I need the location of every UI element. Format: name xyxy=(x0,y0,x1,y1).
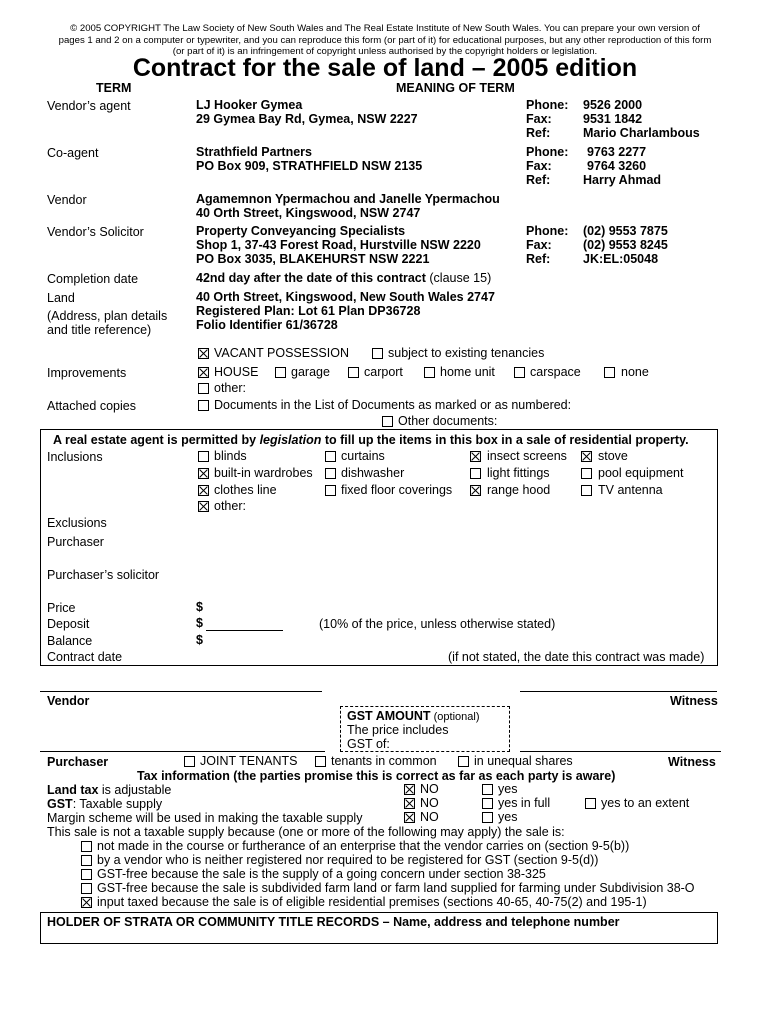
vendors-solicitor-fax: (02) 9553 8245 xyxy=(583,238,668,252)
range-hood-label: range hood xyxy=(487,483,551,497)
improvements-label: Improvements xyxy=(47,366,127,380)
carport-checkbox[interactable] xyxy=(348,367,359,378)
documents-list-label: Documents in the List of Documents as marked or as numbered: xyxy=(214,398,572,412)
gst-bold: GST xyxy=(47,797,73,811)
built-in-wardrobes-label: built-in wardrobes xyxy=(214,466,313,480)
vendors-agent-phone-label: Phone: xyxy=(526,98,569,112)
vendors-solicitor-phone-label: Phone: xyxy=(526,224,569,238)
vendor-signature-label: Vendor xyxy=(47,694,90,708)
reason-3-label: GST-free because the sale is the supply of a going concern under section 38-325 xyxy=(97,867,546,881)
vendors-agent-ref: Mario Charlambous xyxy=(583,126,700,140)
vendors-solicitor-address-2: PO Box 3035, BLAKEHURST NSW 2221 xyxy=(196,252,430,266)
gst-optional: (optional) xyxy=(430,711,480,723)
clothes-line-checkbox[interactable] xyxy=(198,485,209,496)
reason-5-checkbox[interactable] xyxy=(81,897,92,908)
light-fittings-label: light fittings xyxy=(487,466,550,480)
inclusions-other-label: other: xyxy=(214,499,246,513)
margin-yes-checkbox[interactable] xyxy=(482,812,493,823)
gst-no-label: NO xyxy=(420,796,439,810)
carspace-label: carspace xyxy=(530,365,581,379)
term-heading: TERM xyxy=(96,81,132,95)
vendors-solicitor-label: Vendor’s Solicitor xyxy=(47,225,144,239)
copyright-line-2: pages 1 and 2 on a computer or typewriter, and you can reproduce this form (or part of it) for educational purposes, but any other reproduction of this form xyxy=(58,34,712,46)
tenants-in-common-checkbox[interactable] xyxy=(315,756,326,767)
house-checkbox[interactable] xyxy=(198,367,209,378)
deposit-note: (10% of the price, unless otherwise stated) xyxy=(319,617,556,631)
land-tax-bold: Land tax xyxy=(47,783,99,797)
copyright-line-3: (or part of it) is an infringement of copyright unless authorised by the copyright holders or legislation. xyxy=(172,46,598,57)
dishwasher-label: dishwasher xyxy=(341,466,405,480)
joint-tenants-label: JOINT TENANTS xyxy=(200,754,298,768)
reason-5-label: input taxed because the sale is of eligible residential premises (sections 40-65, 40-75(2) and 195-1) xyxy=(97,895,647,909)
pool-equipment-label: pool equipment xyxy=(598,466,684,480)
margin-no-checkbox[interactable] xyxy=(404,812,415,823)
gst-of: GST of: xyxy=(347,737,390,751)
agent-box-heading-post: to fill up the items in this box in a sale of residential property. xyxy=(321,433,689,447)
strata-heading: HOLDER OF STRATA OR COMMUNITY TITLE RECORDS – Name, address and telephone number xyxy=(47,915,620,929)
page-title: Contract for the sale of land – 2005 edition xyxy=(132,54,638,82)
co-agent-phone: 9763 2277 xyxy=(587,145,647,159)
land-tax-rest: is adjustable xyxy=(98,783,172,797)
garage-checkbox[interactable] xyxy=(275,367,286,378)
land-sublabel-1: (Address, plan details xyxy=(47,309,168,323)
stove-label: stove xyxy=(598,449,628,463)
co-agent-phone-label: Phone: xyxy=(526,145,569,159)
vendors-agent-name: LJ Hooker Gymea xyxy=(196,98,303,112)
vendors-solicitor-ref-label: Ref: xyxy=(526,252,551,266)
co-agent-fax-label: Fax: xyxy=(526,159,552,173)
tv-antenna-label: TV antenna xyxy=(598,483,663,497)
deposit-underline xyxy=(206,630,283,631)
land-tax-line xyxy=(47,783,171,797)
reason-4-checkbox[interactable] xyxy=(81,883,92,894)
inclusions-other-checkbox[interactable] xyxy=(198,501,209,512)
reason-4-label: GST-free because the sale is subdivided farm land or farm land supplied for farming under Subdivision 38-O xyxy=(97,881,695,895)
curtains-checkbox[interactable] xyxy=(325,451,336,462)
completion-date-label: Completion date xyxy=(47,272,139,286)
reason-2-checkbox[interactable] xyxy=(81,855,92,866)
vendors-agent-fax: 9531 1842 xyxy=(583,112,643,126)
land-tax-no-label: NO xyxy=(420,782,439,796)
gst-yes-extent-checkbox[interactable] xyxy=(585,798,596,809)
exclusions-label: Exclusions xyxy=(47,516,107,530)
none-label: none xyxy=(621,365,649,379)
co-agent-name: Strathfield Partners xyxy=(196,145,313,159)
contract-date-label: Contract date xyxy=(47,650,123,664)
copyright-notice xyxy=(40,23,730,58)
gst-rest: : Taxable supply xyxy=(72,797,163,811)
existing-tenancies-label: subject to existing tenancies xyxy=(388,346,545,360)
price-label: Price xyxy=(47,601,76,615)
blinds-checkbox[interactable] xyxy=(198,451,209,462)
balance-label: Balance xyxy=(47,634,93,648)
copyright-line-1: © 2005 COPYRIGHT The Law Society of New South Wales and The Real Estate Institute of New South Wales. You can prepare your own version of xyxy=(70,23,700,34)
tv-antenna-checkbox[interactable] xyxy=(581,485,592,496)
vendor-witness-label: Witness xyxy=(670,694,718,708)
home-unit-label: home unit xyxy=(440,365,495,379)
co-agent-ref: Harry Ahmad xyxy=(583,173,662,187)
none-checkbox[interactable] xyxy=(604,367,615,378)
fixed-floor-coverings-label: fixed floor coverings xyxy=(341,483,453,497)
land-tax-no-checkbox[interactable] xyxy=(404,784,415,795)
vendors-agent-address: 29 Gymea Bay Rd, Gymea, NSW 2227 xyxy=(196,112,418,126)
purchasers-solicitor-label: Purchaser’s solicitor xyxy=(47,568,160,582)
other-documents-checkbox[interactable] xyxy=(382,416,393,427)
purchaser-label: Purchaser xyxy=(47,535,104,549)
tenants-in-common-label: tenants in common xyxy=(331,754,437,768)
deposit-label: Deposit xyxy=(47,617,90,631)
completion-date-text: 42nd day after the date of this contract xyxy=(196,271,426,285)
insect-screens-label: insect screens xyxy=(487,449,567,463)
reason-1-checkbox[interactable] xyxy=(81,841,92,852)
vendors-solicitor-fax-label: Fax: xyxy=(526,238,552,252)
improvements-other-label: other: xyxy=(214,381,246,395)
joint-tenants-checkbox[interactable] xyxy=(184,756,195,767)
built-in-wardrobes-checkbox[interactable] xyxy=(198,468,209,479)
margin-yes-label: yes xyxy=(498,810,518,824)
land-tax-yes-checkbox[interactable] xyxy=(482,784,493,795)
reason-3-checkbox[interactable] xyxy=(81,869,92,880)
reason-1-label: not made in the course or furtherance of an enterprise that the vendor carries on (section 9-5(b)) xyxy=(97,839,630,853)
land-sublabel-2: and title reference) xyxy=(47,323,152,337)
gst-amount-title xyxy=(347,709,479,723)
land-tax-yes-label: yes xyxy=(498,782,518,796)
vendors-solicitor-address-1: Shop 1, 37-43 Forest Road, Hurstville NSW 2220 xyxy=(196,238,481,252)
co-agent-address: PO Box 909, STRATHFIELD NSW 2135 xyxy=(196,159,423,173)
agent-box-heading-pre: A real estate agent is permitted by xyxy=(53,433,260,447)
deposit-dollar: $ xyxy=(196,616,203,630)
vendors-solicitor-ref: JK:EL:05048 xyxy=(583,252,659,266)
vendor-signature-line xyxy=(40,691,322,692)
purchaser-signature-label: Purchaser xyxy=(47,755,109,769)
inclusions-label: Inclusions xyxy=(47,450,103,464)
gst-yes-full-label: yes in full xyxy=(498,796,551,810)
carspace-checkbox[interactable] xyxy=(514,367,525,378)
land-address: 40 Orth Street, Kingswood, New South Wales 2747 xyxy=(196,290,495,304)
agent-box-heading xyxy=(53,433,689,447)
carport-label: carport xyxy=(364,365,403,379)
home-unit-checkbox[interactable] xyxy=(424,367,435,378)
vendor-name: Agamemnon Ypermachou and Janelle Ypermachou xyxy=(196,192,500,206)
gst-amount-label: GST AMOUNT xyxy=(347,709,431,723)
house-label: HOUSE xyxy=(214,365,259,379)
purchaser-signature-line xyxy=(40,751,325,752)
agent-box-heading-em: legislation xyxy=(259,433,322,447)
completion-clause: (clause 15) xyxy=(425,271,492,285)
garage-label: garage xyxy=(291,365,330,379)
meaning-heading: MEANING OF TERM xyxy=(396,81,515,95)
vendors-agent-ref-label: Ref: xyxy=(526,126,551,140)
gst-price-includes: The price includes xyxy=(347,723,449,737)
pool-equipment-checkbox[interactable] xyxy=(581,468,592,479)
unequal-shares-checkbox[interactable] xyxy=(458,756,469,767)
dishwasher-checkbox[interactable] xyxy=(325,468,336,479)
vendors-agent-fax-label: Fax: xyxy=(526,112,552,126)
light-fittings-checkbox[interactable] xyxy=(470,468,481,479)
vendor-witness-line xyxy=(520,691,717,692)
balance-dollar: $ xyxy=(196,633,203,647)
documents-list-checkbox[interactable] xyxy=(198,400,209,411)
improvements-other-checkbox[interactable] xyxy=(198,383,209,394)
not-taxable-intro: This sale is not a taxable supply because (one or more of the following may apply) the sale is: xyxy=(47,825,565,839)
attached-copies-label: Attached copies xyxy=(47,399,136,413)
blinds-label: blinds xyxy=(214,449,247,463)
completion-date-value xyxy=(196,271,491,285)
vendors-agent-label: Vendor’s agent xyxy=(47,99,131,113)
unequal-shares-label: in unequal shares xyxy=(474,754,573,768)
insect-screens-checkbox[interactable] xyxy=(470,451,481,462)
existing-tenancies-checkbox[interactable] xyxy=(372,348,383,359)
reason-2-label: by a vendor who is neither registered nor required to be registered for GST (section 9-5(d)) xyxy=(97,853,599,867)
co-agent-ref-label: Ref: xyxy=(526,173,551,187)
purchaser-witness-line xyxy=(520,751,721,752)
contract-date-note: (if not stated, the date this contract was made) xyxy=(448,650,705,664)
other-documents-label: Other documents: xyxy=(398,414,498,428)
vendors-solicitor-phone: (02) 9553 7875 xyxy=(583,224,668,238)
margin-scheme-label: Margin scheme will be used in making the taxable supply xyxy=(47,811,363,825)
land-plan: Registered Plan: Lot 61 Plan DP36728 xyxy=(196,304,421,318)
clothes-line-label: clothes line xyxy=(214,483,277,497)
land-label: Land xyxy=(47,291,75,305)
co-agent-fax: 9764 3260 xyxy=(587,159,647,173)
gst-no-checkbox[interactable] xyxy=(404,798,415,809)
vendor-address: 40 Orth Street, Kingswood, NSW 2747 xyxy=(196,206,421,220)
vendor-label: Vendor xyxy=(47,193,87,207)
fixed-floor-coverings-checkbox[interactable] xyxy=(325,485,336,496)
range-hood-checkbox[interactable] xyxy=(470,485,481,496)
margin-no-label: NO xyxy=(420,810,439,824)
gst-yes-extent-label: yes to an extent xyxy=(601,796,690,810)
land-folio: Folio Identifier 61/36728 xyxy=(196,318,338,332)
price-dollar: $ xyxy=(196,600,203,614)
gst-line xyxy=(47,797,162,811)
vendors-solicitor-name: Property Conveyancing Specialists xyxy=(196,224,406,238)
co-agent-label: Co-agent xyxy=(47,146,99,160)
purchaser-witness-label: Witness xyxy=(668,755,716,769)
vacant-possession-checkbox[interactable] xyxy=(198,348,209,359)
vendors-agent-phone: 9526 2000 xyxy=(583,98,643,112)
curtains-label: curtains xyxy=(341,449,385,463)
stove-checkbox[interactable] xyxy=(581,451,592,462)
vacant-possession-label: VACANT POSSESSION xyxy=(214,346,349,360)
tax-heading: Tax information (the parties promise this is correct as far as each party is aware) xyxy=(137,769,616,783)
gst-yes-full-checkbox[interactable] xyxy=(482,798,493,809)
